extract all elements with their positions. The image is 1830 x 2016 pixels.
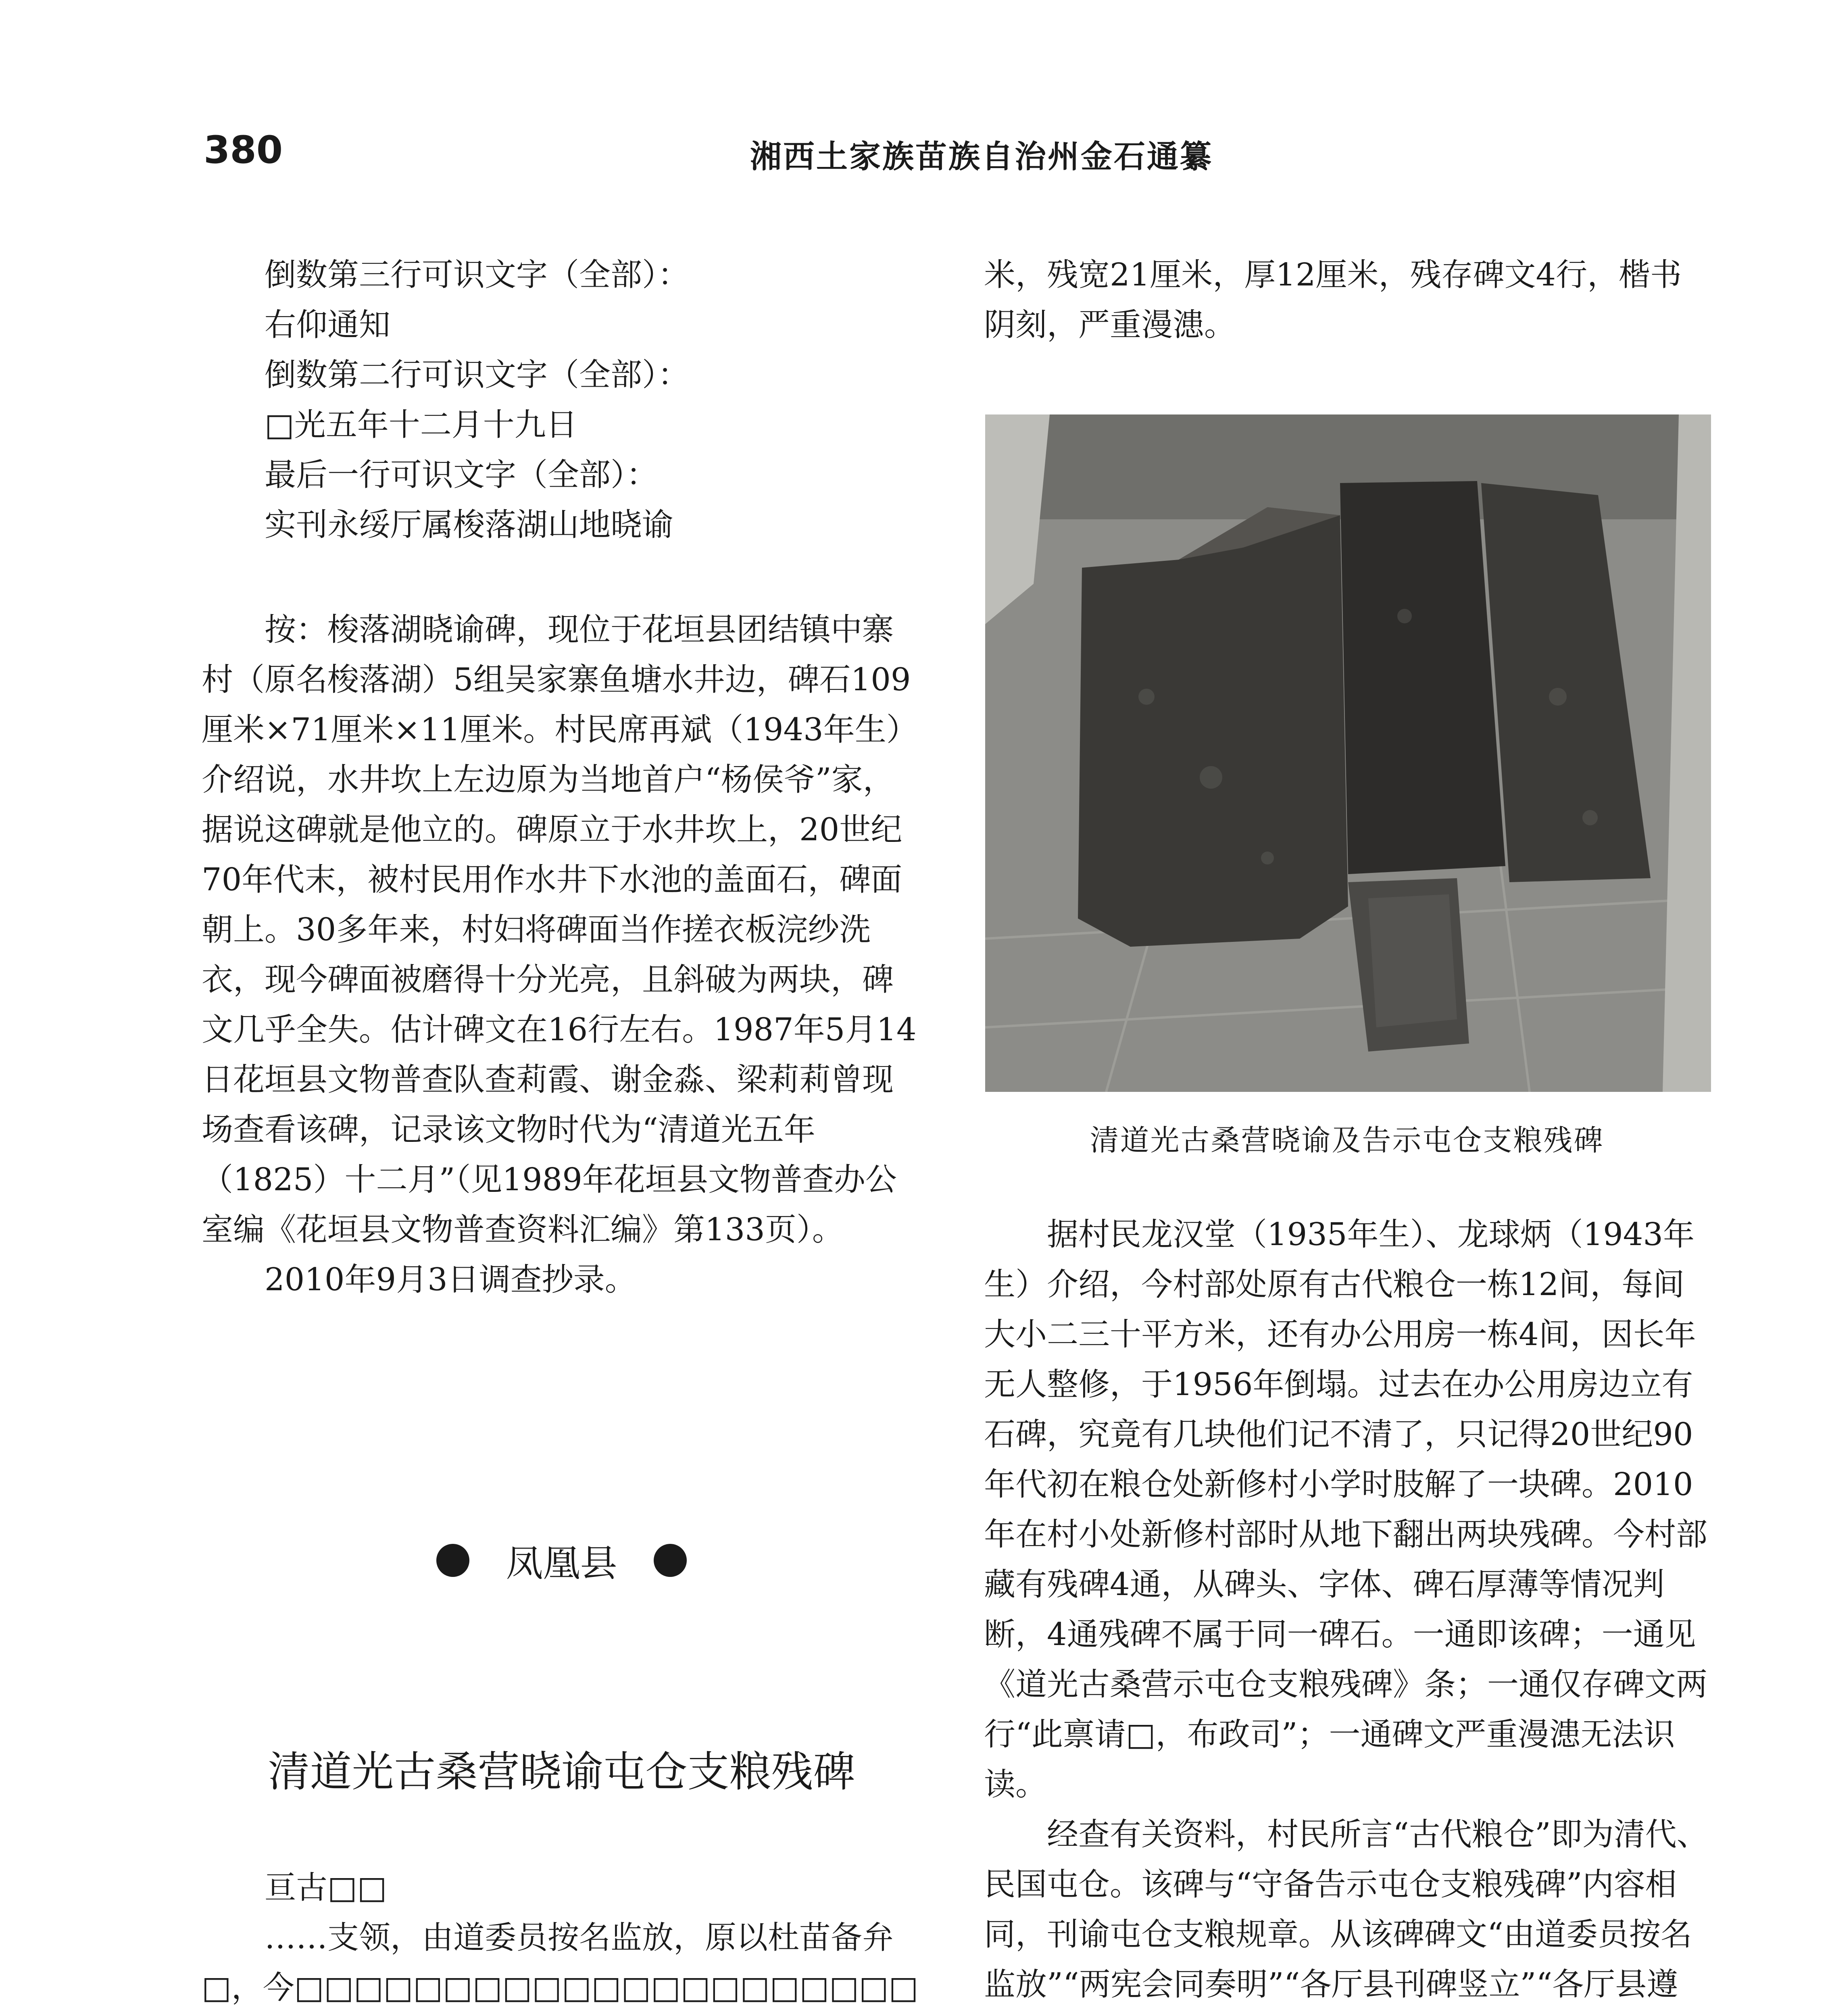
article-title: 清道光古桑营晓谕屯仓支粮残碑: [268, 1747, 855, 1796]
page-number: 380: [204, 128, 283, 172]
text-line: 最后一行可识文字（全部）：: [265, 457, 658, 493]
inscription-block: [202, 1863, 921, 2016]
section-title: 凤凰县: [506, 1542, 617, 1585]
section-heading: [202, 1532, 921, 1589]
stele-photo-illustration: [985, 414, 1711, 1092]
bullet-dot-icon: [654, 1544, 687, 1577]
photo-caption: 清道光古桑营晓谕及告示屯仓支粮残碑: [1090, 1123, 1604, 1157]
inscription-body: ……支领，由道委员按名监放，原以杜苗备弁□，今□□□□□□□□□□□□□□□□□□□□□: [202, 1920, 919, 2006]
body-paragraph: 据村民龙汉堂（1935年生）、龙球炳（1943年生）介绍，今村部处原有古代粮仓一栋12间，每间大小二三十平方米，还有办公用房一栋4间，因长年无人整修，于1956年倒塌。过去在办公用房边立有石碑，究竟有几块他们记不清了，只记得20世纪90年代初在粮仓处新修村小学时肢解了一块碑。2010年在村小处新修村部时从地下翻出两块残碑。今村部藏有残碑4通，从碑头、字体、碑石厚薄等情况判断，4通残碑不属于同一碑石。一通即该碑；一通见《道光古桑营示屯仓支粮残碑》条；一通仅存碑文两行“此禀请□，布政司”；一通碑文严重漫漶无法识读。: [984, 1216, 1708, 1803]
note-continuation: 米，残宽21厘米，厚12厘米，残存碑文4行，楷书阴刻，严重漫漶。: [984, 257, 1682, 343]
inscription-head: 亘古□□: [265, 1870, 387, 1906]
left-note-block: [202, 605, 921, 1305]
stele-photo: [985, 414, 1711, 1092]
right-body: [984, 1210, 1710, 2016]
running-header-title: 湘西土家族苗族自治州金石通纂: [750, 139, 1213, 175]
bullet-dot-icon: [436, 1544, 469, 1577]
text-line: 实刊永绥厅属梭落湖山地晓谕: [265, 507, 674, 543]
right-top-note: [984, 250, 1710, 350]
text-line: 倒数第二行可识文字（全部）：: [265, 357, 690, 393]
text-line: 倒数第三行可识文字（全部）：: [265, 257, 690, 293]
survey-date: 2010年9月3日调查抄录。: [265, 1262, 636, 1298]
text-line: □光五年十二月十九日: [265, 407, 577, 443]
body-paragraph: 经查有关资料，村民所言“古代粮仓”即为清代、民国屯仓。该碑与“守备告示屯仓支粮残碑”内容相同，刊谕屯仓支粮规章。从该碑碑文“由道委员按名监放”“两宪会同奏明”“各厅县刊碑竖立”“各厅县遵: [984, 1816, 1708, 2003]
text-line: 右仰通知: [265, 307, 391, 343]
note-paragraph: 按：梭落湖晓谕碑，现位于花垣县团结镇中寨村（原名梭落湖）5组吴家寨鱼塘水井边，碑石109厘米×71厘米×11厘米。村民席再斌（1943年生）介绍说，水井坎上左边原为当地首户“杨侯爷”家，据说这碑就是他立的。碑原立于水井坎上，20世纪70年代末，被村民用作水井下水池的盖面石，碑面朝上。30多年来，村妇将碑面当作搓衣板浣纱洗衣，现今碑面被磨得十分光亮，且斜破为两块，碑文几乎全失。估计碑文在16行左右。1987年5月14日花垣县文物普查队查莉霞、谢金淼、梁莉莉曾现场查看该碑，记录该文物时代为“清道光五年（1825）十二月”（见1989年花垣县文物普查办公室编《花垣县文物普查资料汇编》第133页）。: [202, 612, 918, 1248]
left-top-block: [202, 250, 921, 550]
